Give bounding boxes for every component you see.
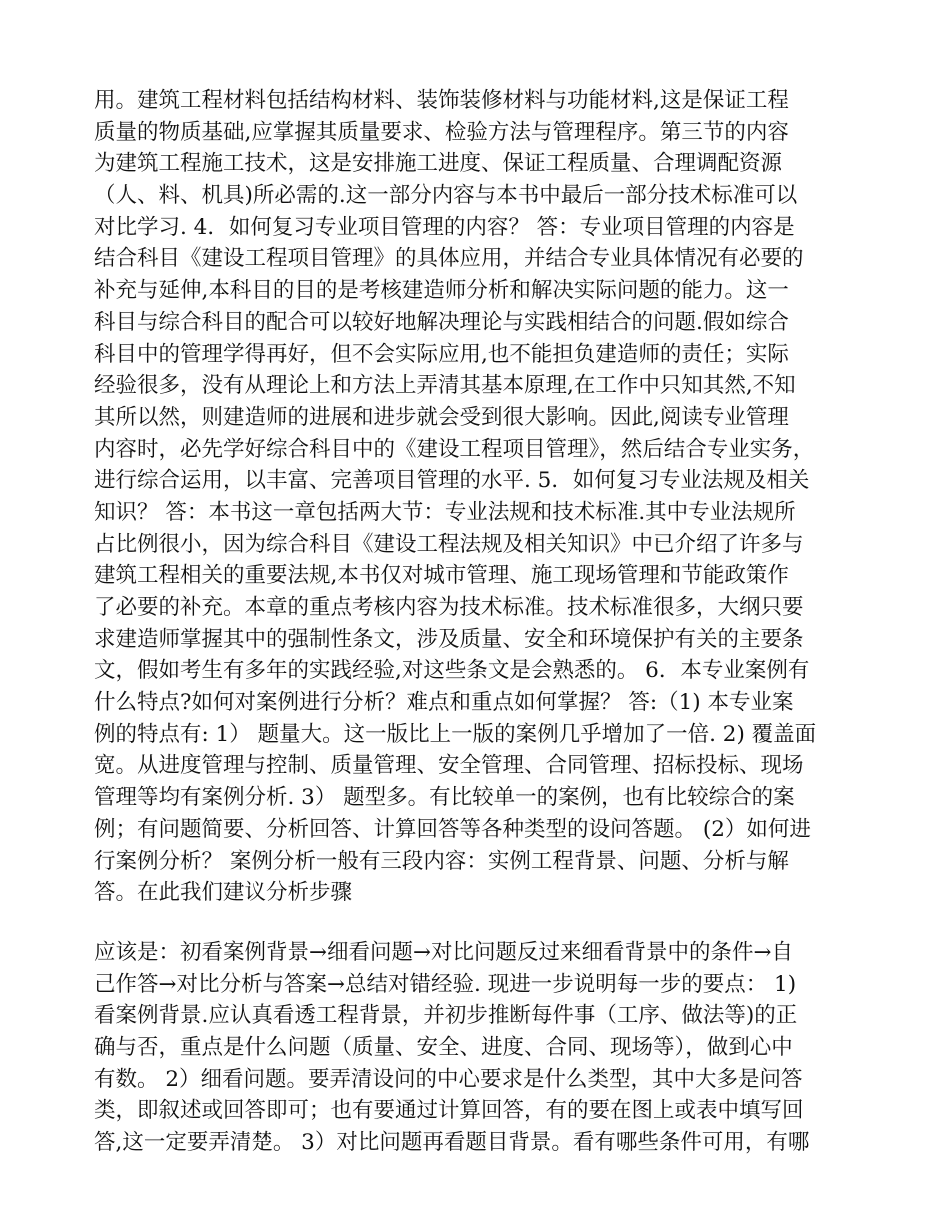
body-paragraph-2 [94,937,864,1159]
text-line: 质量的物质基础,应掌握其质量要求、检验方法与管理程序。第三节的内容 [94,119,789,145]
text-line: 己作答→对比分析与答案→总结对错经验. 现进一步说明每一步的要点： 1) [94,971,797,997]
text-line: 什么特点?如何对案例进行分析？难点和重点如何掌握？ 答:（1) 本专业案 [94,690,794,716]
body-paragraph-1 [94,85,864,909]
text-line: 例的特点有: 1） 题量大。这一版比上一版的案例几乎增加了一倍. 2) 覆盖面 [94,721,817,747]
text-line: 文，假如考生有多年的实践经验,对这些条文是会熟悉的。 6．本专业案例有 [94,658,810,684]
text-line: 例；有问题简要、分析回答、计算回答等各种类型的设问答题。 (2）如何进 [94,816,811,842]
text-line: 看案例背景.应认真看透工程背景，并初步推断每件事（工序、做法等)的正 [94,1003,798,1029]
text-line: 有数。 2）细看问题。要弄清设问的中心要求是什么类型，其中大多是问答 [94,1066,803,1092]
text-line: 科目中的管理学得再好，但不会实际应用,也不能担负建造师的责任；实际 [94,341,789,367]
text-line: 内容时，必先学好综合科目中的《建设工程项目管理》，然后结合专业实务， [94,436,815,462]
text-line: 结合科目《建设工程项目管理》的具体应用，并结合专业具体情况有必要的 [94,246,804,272]
text-line: 对比学习. 4．如何复习专业项目管理的内容？ 答：专业项目管理的内容是 [94,214,795,240]
text-line: （人、料、机具)所必需的.这一部分内容与本书中最后一部分技术标准可以 [94,183,798,209]
text-line: 求建造师掌握其中的强制性条文，涉及质量、安全和环境保护有关的主要条 [94,626,804,652]
text-line: 答。在此我们建议分析步骤 [94,880,353,906]
text-line: 补充与延伸,本科目的目的是考核建造师分析和解决实际问题的能力。这一 [94,278,789,304]
document-page [94,85,864,1159]
text-line: 了必要的补充。本章的重点考核内容为技术标准。技术标准很多，大纲只要 [94,595,804,620]
text-line: 知识？ 答：本书这一章包括两大节：专业法规和技术标准.其中专业法规所 [94,499,796,525]
paragraph-gap [94,909,864,937]
text-line: 应该是：初看案例背景→细看问题→对比问题反过来细看背景中的条件→自 [94,939,794,965]
text-line: 宽。从进度管理与控制、质量管理、安全管理、合同管理、招标投标、现场 [94,753,804,779]
text-line: 经验很多，没有从理论上和方法上弄清其基本原理,在工作中只知其然,不知 [94,373,796,399]
text-line: 行案例分析？ 案例分析一般有三段内容：实例工程背景、问题、分析与解 [94,848,789,874]
text-line: 建筑工程相关的重要法规,本书仅对城市管理、施工现场管理和节能政策作 [94,563,789,589]
text-line: 管理等均有案例分析. 3） 题型多。有比较单一的案例，也有比较综合的案 [94,785,795,811]
text-line: 进行综合运用，以丰富、完善项目管理的水平. 5．如何复习专业法规及相关 [94,468,810,494]
text-line: 答,这一定要弄清楚。 3）对比问题再看题目背景。看有哪些条件可用，有哪 [94,1130,810,1155]
text-line: 确与否，重点是什么问题（质量、安全、进度、合同、现场等），做到心中 [94,1034,793,1060]
text-line: 用。建筑工程材料包括结构材料、装饰装修材料与功能材料,这是保证工程 [94,88,789,113]
text-line: 占比例很小，因为综合科目《建设工程法规及相关知识》中已介绍了许多与 [94,531,804,557]
text-line: 为建筑工程施工技术，这是安排施工进度、保证工程质量、合理调配资源 [94,151,783,177]
text-line: 科目与综合科目的配合可以较好地解决理论与实践相结合的问题.假如综合 [94,309,789,335]
text-line: 类，即叙述或回答即可；也有要通过计算回答，有的要在图上或表中填写回 [94,1098,804,1124]
text-line: 其所以然，则建造师的进展和进步就会受到很大影响。因此,阅读专业管理 [94,404,789,430]
